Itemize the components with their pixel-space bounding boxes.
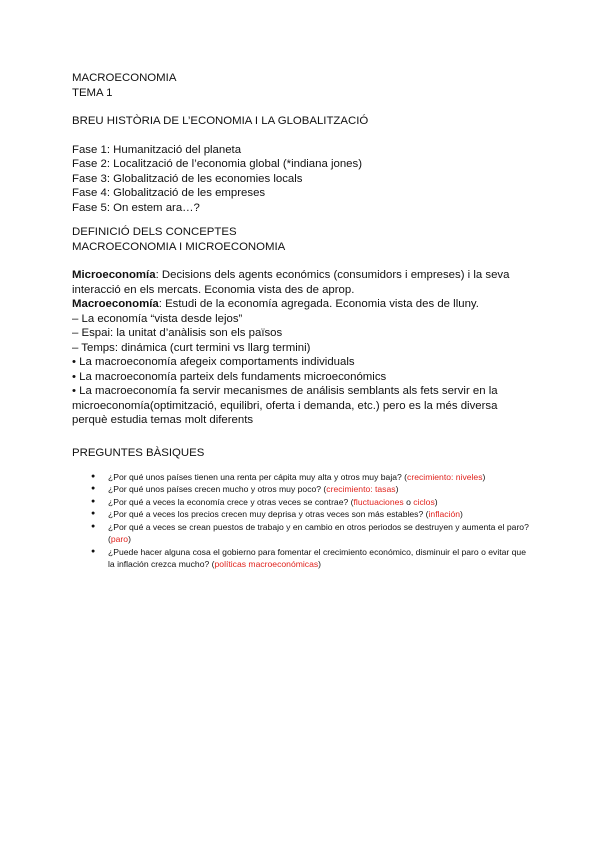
subject-heading: MACROECONOMIA	[72, 72, 177, 84]
macro-def-text: : Estudi de la economía agregada. Economia vista des de lluny.	[158, 298, 479, 310]
definition-line: – Espai: la unitat d’anàlisis son els països	[72, 327, 283, 339]
question-answer: ciclos	[413, 496, 435, 507]
question-item: ● ¿Por qué a veces la economía crece y otras veces se contrae? (fluctuaciones o ciclos)	[108, 496, 532, 509]
definition-paragraph: • La macroeconomía fa servir mecanismes de análisis semblants als fets servir en la microeconomía(optimització, equilibri, oferta i demanda, etc.) pero es la més diversa perquè estudia temas molt diferents	[72, 385, 498, 426]
question-answer: paro	[110, 534, 129, 544]
question-item: ● ¿Por qué unos países crecen mucho y otros muy poco? (crecimiento: tasas)	[108, 483, 532, 496]
section-title-definitions: DEFINICIÓ DELS CONCEPTES	[72, 226, 237, 238]
phase-line: Fase 4: Globalització de les empreses	[72, 187, 266, 199]
phase-line: Fase 5: On estem ara…?	[72, 201, 200, 214]
section-title-history: BREU HISTÒRIA DE L’ECONOMIA I LA GLOBALITZACIÓ	[72, 115, 369, 127]
question-answer: crecimiento: tasas	[326, 484, 396, 494]
definition-line: • La macroeconomía afegeix comportaments individuals	[72, 356, 355, 368]
macro-term: Macroeconomía	[72, 298, 159, 310]
tema-heading: TEMA 1	[72, 86, 113, 99]
micro-definition	[72, 268, 532, 297]
question-item: ● ¿Por qué a veces se crean puestos de trabajo y en cambio en otros periodos se destruyen y aumenta el paro? (paro)	[108, 521, 532, 546]
questions-list	[72, 471, 532, 571]
phase-line: Fase 1: Humanització del planeta	[72, 143, 242, 156]
micro-term: Microeconomía	[72, 269, 156, 281]
question-answer: crecimiento: niveles	[407, 471, 483, 482]
micro-def-text: : Decisions dels agents económics (consumidors i empreses) i la seva interacció en els mercats. Economia vista des de aprop.	[72, 269, 510, 296]
document-page	[72, 71, 532, 571]
question-item: ● ¿Por qué unos países tienen una renta per cápita muy alta y otros muy baja? (crecimiento: niveles)	[108, 471, 532, 484]
definition-line: – La economía “vista desde lejos”	[72, 312, 243, 325]
phase-line: Fase 3: Globalització de les economies locals	[72, 172, 303, 185]
phase-line: Fase 2: Localització de l’economia global (*indiana jones)	[72, 158, 362, 170]
section-title-questions: PREGUNTES BÀSIQUES	[72, 446, 205, 459]
macro-definition	[72, 297, 532, 312]
question-answer: fluctuaciones	[353, 496, 404, 507]
question-item: ● ¿Puede hacer alguna cosa el gobierno para fomentar el crecimiento económico, disminuir el paro o evitar que la inflación crezca mucho? (políticas macroeconómicas)	[108, 546, 532, 571]
question-answer: inflación	[428, 509, 461, 519]
definition-line: – Temps: dinámica (curt termini vs llarg termini)	[72, 341, 311, 354]
section-subtitle-definitions: MACROECONOMIA I MICROECONOMIA	[72, 240, 286, 253]
question-item: ● ¿Por qué a veces los precios crecen muy deprisa y otras veces son más estables? (inflación)	[108, 508, 532, 521]
definition-line: • La macroeconomía parteix dels fundaments microeconómics	[72, 370, 387, 383]
question-answer: políticas macroeconómicas	[214, 559, 319, 569]
